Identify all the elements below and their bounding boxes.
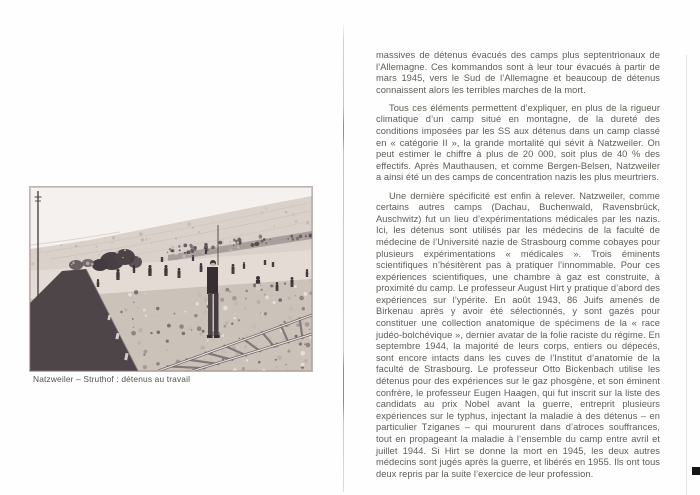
- photo-caption: Natzweiler – Struthof : détenus au travail: [33, 374, 191, 384]
- body-paragraph-3: Une dernière spécificité est enfin à relever. Natzweiler, comme certains autres camps (Dachau, Buchenwald, Ravensbrück, Auschwitz) fut un lieu d’expérimentations médicales par les nazis. Ici, les détenus sont utilisés par les médecins de la faculté de médecine de l’Université nazie de Strasbourg comme cobayes pour plusieurs expérimentations « médicales ». Trois éminents scientifiques n’hésitèrent pas à pratiquer l’innommable. Pour ces expériences scientifiques, une chambre à gaz est construite, à proximité du camp. Le professeur August Hirt y pratique d’abord des expériences sur l’ypérite. En août 1943, 86 Juifs amenés de Birkenau après y avoir été sélectionnés, y sont gazés pour constituer une collection anatomique de spécimens de la « race judéo-bolchévique », dernier avatar de la folie raciste du régime. En septembre 1944, la majorité de leurs corps, entiers ou dépecés, sont encore intacts dans les cuves de l’Institut d’anatomie de la faculté de Strasbourg. Le professeur Otto Bickenbach utilise les détenus pour des expériences sur le gaz phosgène, et son éminent confrère, le professeur Eugen Haagen, qui fut inscrit sur la liste des candidats au prix Nobel avant la guerre, entreprit plusieurs expériences sur le typhus, injectant la maladie à des détenus – en particulier Tziganes – qui moururent dans d’atroces souffrances, tout en propageant la maladie à l’ensemble du camp entre avril et juillet 1944. Si Hirt se donne la mort en 1945, les deux autres médecins sont jugés après la guerre, et libérés en 1955. Ils ont tous deux repris par la suite l’exercice de leur profession.: [376, 190, 660, 479]
- body-paragraph-1: massives de détenus évacués des camps plus septentrionaux de l’Allemagne. Ces kommandos sont à leur tour évacués à partir de mars 1945, vers le Sud de l’Allemagne et beaucoup de détenus connaissent alors les terribles marches de la mort.: [376, 50, 660, 95]
- camp-photo: [30, 187, 312, 371]
- left-page: [0, 0, 343, 495]
- right-page: [345, 0, 690, 495]
- spine-line: [343, 22, 344, 492]
- body-text: [376, 50, 660, 487]
- corner-mark: [692, 467, 700, 475]
- page-edge-line: [686, 55, 687, 495]
- body-paragraph-2: Tous ces éléments permettent d’expliquer, en plus de la rigueur climatique d’un camp situé en montagne, de la dureté des conditions imposées par les SS aux détenus dans un camp classé en « catégorie II », la grande mortalité qui sévit à Natzweiler. On peut estimer le chiffre à plus de 20 000, soit plus de 40 % des effectifs. Après Mauthausen, et comme Bergen-Belsen, Natzweiler a ainsi été un des camps de concentration nazis les plus meurtriers.: [376, 102, 660, 183]
- photo-illustration: [30, 187, 312, 371]
